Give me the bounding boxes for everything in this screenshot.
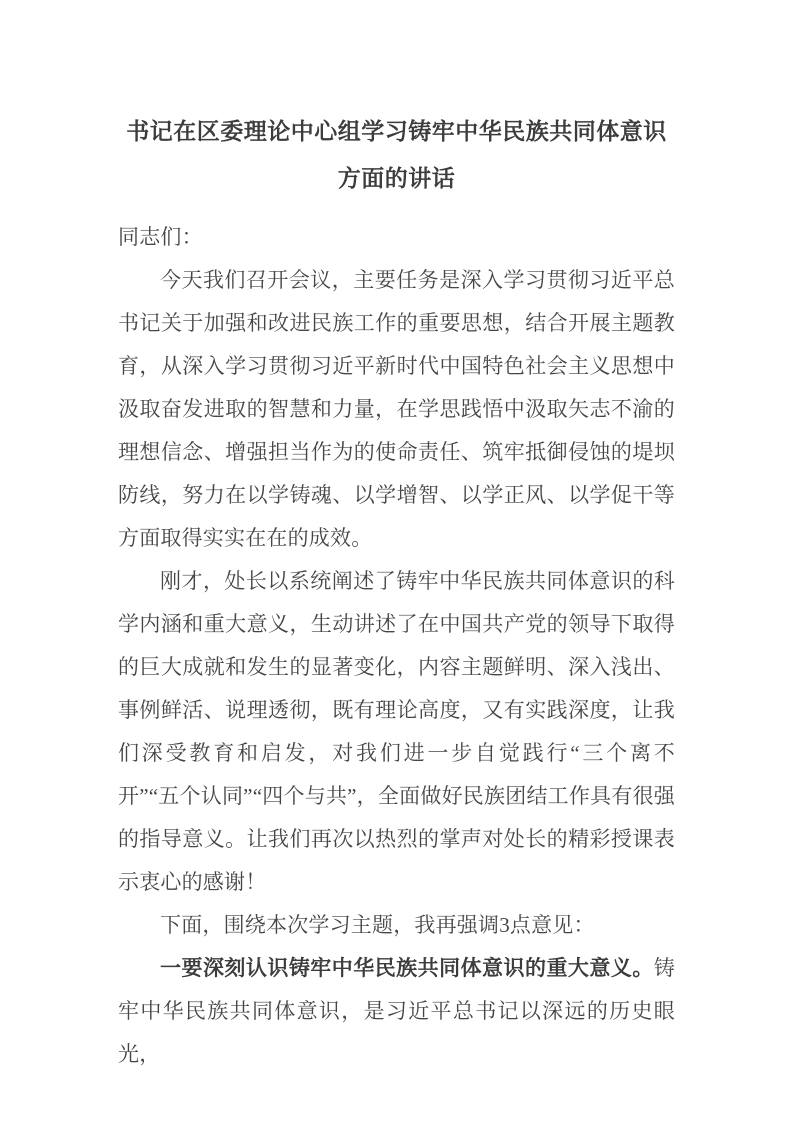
point-1-heading: 一要深刻认识铸牢中华民族共同体意识的重大意义。 — [160, 956, 654, 980]
document-title: 书记在区委理论中心组学习铸牢中华民族共同体意识方面的讲话 — [126, 119, 667, 191]
paragraph-transition: 下面，围绕本次学习主题，我再强调3点意见： — [160, 913, 595, 937]
paragraph-point-1 — [118, 947, 675, 1076]
point-1-body-text: 铸牢中华民族共同体意识，是习近平总书记以深远的历史眼光， — [118, 956, 675, 1066]
paragraph-thanks: 刚才，处长以系统阐述了铸牢中华民族共同体意识的科学内涵和重大意义，生动讲述了在中国共产党的领导下取得的巨大成就和发生的显著变化，内容主题鲜明、深入浅出、事例鲜活、说理透彻，既有理论高度，又有实践深度，让我们深受教育和启发，对我们进一步自觉践行“三个离不开”“五个认同”“四个与共”，全面做好民族团结工作具有很强的指导意义。让我们再次以热烈的掌声对处长的精彩授课表示衷心的感谢！ — [118, 569, 675, 894]
document-body — [118, 216, 675, 1076]
salutation: 同志们： — [118, 225, 203, 249]
paragraph-opening: 今天我们召开会议，主要任务是深入学习贯彻习近平总书记关于加强和改进民族工作的重要思想，结合开展主题教育，从深入学习贯彻习近平新时代中国特色社会主义思想中汲取奋发进取的智慧和力量，在学思践悟中汲取矢志不渝的理想信念、增强担当作为的使命责任、筑牢抵御侵蚀的堤坝防线，努力在以学铸魂、以学增智、以学正风、以学促干等方面取得实实在在的成效。 — [118, 268, 675, 550]
